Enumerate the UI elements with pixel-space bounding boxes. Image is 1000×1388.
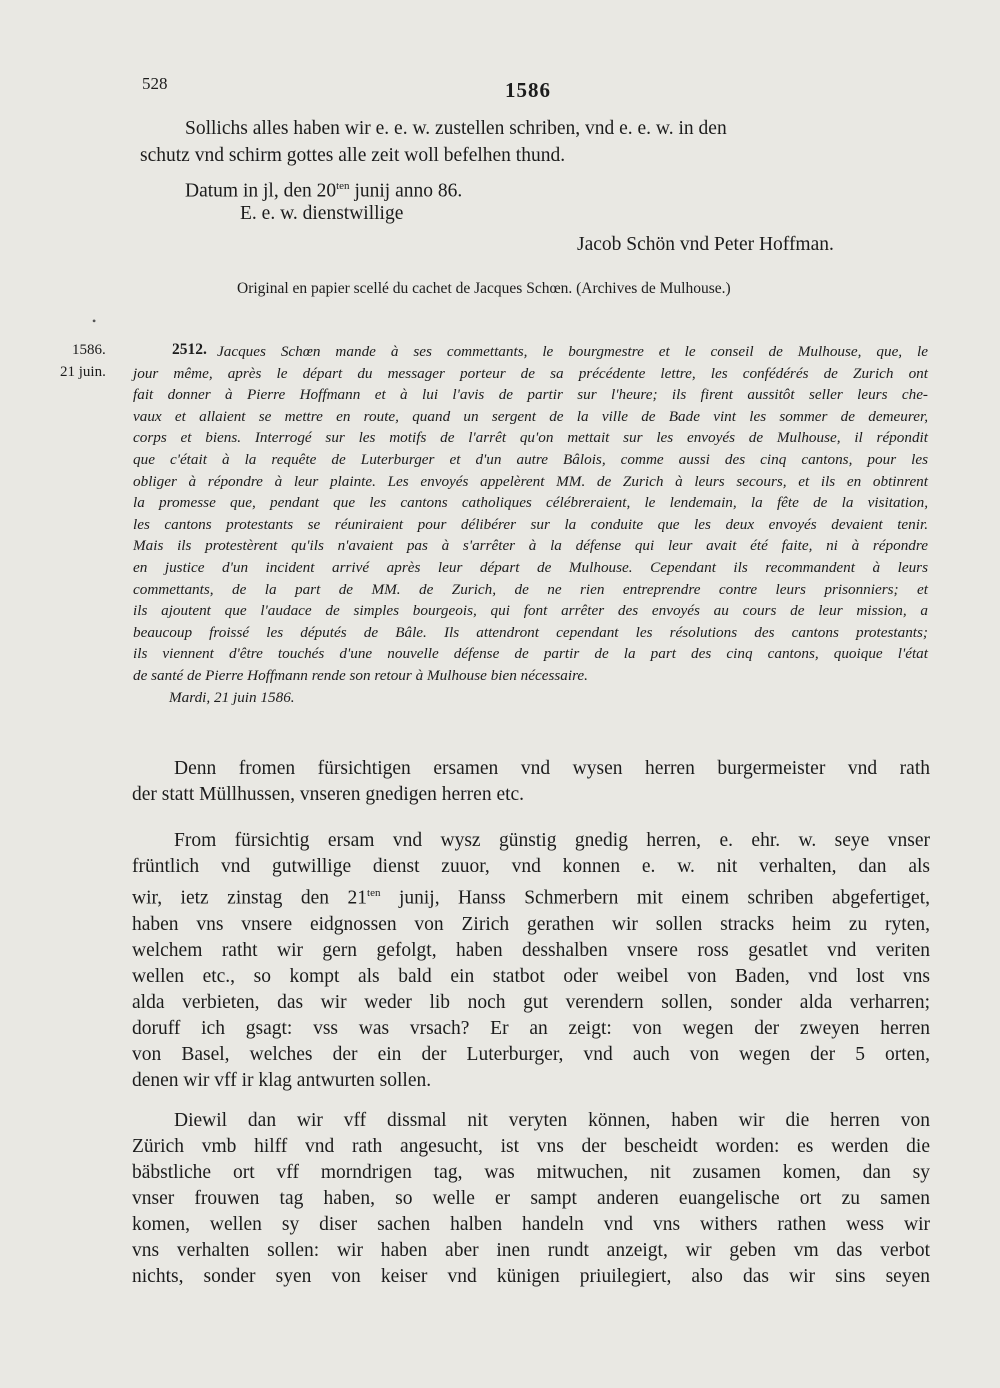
summary-date: Mardi, 21 juin 1586. bbox=[169, 688, 295, 706]
entry-number: 2512. bbox=[172, 341, 207, 358]
summary-line: Mais ils protestèrent qu'ils n'avaient pas à s'arrêter à la défense qui leur avait été faite, ni à répondre bbox=[133, 537, 928, 555]
summary-line: Jacques Schœn mande à ses commettants, le bourgmestre et le conseil de Mulhouse, que, le bbox=[217, 343, 928, 360]
letter-line: nichts, sonder syen von keiser vnd künigen priuilegiert, also das wir sins seyen bbox=[132, 1266, 930, 1287]
summary-line: vaux et allaient se mettre en route, quand un sergent de la ville de Bade vint les sommer de demeurer, bbox=[133, 407, 928, 425]
letter-line: From fürsichtig ersam vnd wysz günstig gnedig herren, e. ehr. w. seye vnser bbox=[174, 830, 930, 851]
letter-line: haben vns vnsere eidgnossen von Zirich gerathen wir sollen stracks heim zu ryten, bbox=[132, 913, 930, 935]
letter-line: denen wir vff ir klag antwurten sollen. bbox=[132, 1069, 432, 1091]
address-line: der statt Müllhussen, vnseren gnedigen herren etc. bbox=[132, 784, 525, 805]
letter-line: Diewil dan wir vff dissmal nit veryten können, haben wir die herren von bbox=[174, 1110, 930, 1131]
source-note: Original en papier scellé du cachet de Jacques Schœn. (Archives de Mulhouse.) bbox=[237, 280, 731, 297]
letter-line: wellen etc., so kompt als bald ein statbot oder weibel von Baden, vnd lost vns bbox=[132, 965, 930, 987]
page-number: 528 bbox=[142, 74, 168, 93]
closing-signature: Jacob Schön vnd Peter Hoffman. bbox=[577, 234, 834, 255]
summary-line: que c'était à la requête de Luterburger et d'un autre Bâlois, comme aussi des cinq cantons, pour les bbox=[133, 450, 928, 468]
summary-line: ils ajoutent que l'audace de simples bourgeois, qui font arrêter des envoyés au cours de leur mission, a bbox=[133, 602, 928, 620]
closing-date: Datum in jl, den $20^{ten}$ junij anno 86. bbox=[185, 180, 463, 202]
margin-date: 21 juin. bbox=[60, 364, 106, 380]
letter-paragraph-2 bbox=[132, 1108, 930, 1290]
summary-line: en justice d'un incident arrivé après leur départ de Mulhouse. Cependant ils recommandent à leurs bbox=[133, 558, 928, 576]
paper-mark: • bbox=[92, 314, 97, 328]
letter-line: Zürich vmb hilff vnd rath angesucht, ist vns der bescheidt worden: es werden die bbox=[132, 1136, 930, 1157]
letter-line: bäbstliche ort vff morndrigen tag, was mitwuchen, nit zusamen komen, dan sy bbox=[132, 1162, 930, 1183]
letter-address bbox=[132, 756, 930, 808]
summary-line: la promesse que, pendant que les cantons catholiques célébreraient, le lendemain, la fête de la visitation, bbox=[133, 494, 928, 512]
summary-line: beaucoup froissé les députés de Bâle. Ils attendront cependant les résolutions des cantons protestants; bbox=[133, 623, 928, 641]
margin-year: 1586. bbox=[72, 342, 106, 358]
letter-line: doruff ich gsagt: vss was vrsach? Er an zeigt: von wegen der zweyen herren bbox=[132, 1017, 930, 1039]
letter-line: vns verhalten sollen: wir haben aber inen rundt anzeigt, wir geben vm das verbot bbox=[132, 1240, 930, 1261]
letter-line: welchem ratht wir gern gefolgt, haben desshalben vnsere ross gesatlet vnd veriten bbox=[132, 939, 930, 961]
letter-line: vnser frouwen tag haben, so welle er sampt anderen euangelische ort zu samen bbox=[132, 1188, 930, 1209]
summary-line: obliger à répondre à leur plainte. Les envoyés appelèrent MM. de Zurich à leurs secours, et ils en obtinrent bbox=[133, 472, 928, 490]
summary-line: corps et biens. Interrogé sur les motifs de l'arrêt qu'on mettait sur les envoyés de Mulhouse, il répondit bbox=[133, 429, 928, 447]
entry-summary bbox=[133, 341, 928, 708]
running-head-year: 1586 bbox=[505, 78, 551, 102]
closing-line-1: Sollichs alles haben wir e. e. w. zustellen schriben, vnd e. e. w. in den bbox=[185, 118, 727, 139]
closing-greeting: E. e. w. dienstwillige bbox=[240, 203, 404, 224]
letter-line: alda verbieten, das wir weder lib noch gut verendern sollen, sonder alda verharren; bbox=[132, 991, 930, 1013]
summary-line: les cantons protestants se réuniraient pour délibérer sur la conduite que les deux envoyés devaient tenir. bbox=[133, 515, 928, 533]
letter-line: früntlich vnd gutwillige dienst zuuor, vnd konnen e. w. nit verhalten, dan als bbox=[132, 856, 930, 877]
letter-paragraph-1 bbox=[132, 828, 930, 1094]
summary-line: jour même, après le départ du messager porteur de sa précédente lettre, les confédérés de Zurich ont bbox=[133, 364, 928, 382]
summary-line: de santé de Pierre Hoffmann rende son retour à Mulhouse bien nécessaire. bbox=[133, 666, 588, 684]
summary-line: fait donner à Pierre Hoffmann et à lui l'avis de partir sur l'heure; ils firent aussitôt seller leurs che- bbox=[133, 386, 928, 404]
letter-line: wir, ietz zinstag den $21^{ten}$ junij, Hanss Schmerbern mit einem schriben abgefertiget, bbox=[132, 887, 931, 909]
letter-line: komen, wellen sy diser sachen halben handeln vnd vns withers rathen wess wir bbox=[132, 1214, 930, 1235]
summary-line: ils viennent d'être touchés d'une nouvelle défense de partir de la part des cinq cantons, quoique l'état bbox=[133, 645, 928, 663]
letter-line: von Basel, welches der ein der Luterburger, vnd auch von wegen der 5 orten, bbox=[132, 1043, 930, 1065]
address-line: Denn fromen fürsichtigen ersamen vnd wysen herren burgermeister vnd rath bbox=[174, 758, 930, 779]
summary-line: commettants, de la part de MM. de Zurich, de ne rien entreprendre contre leurs prisonniers; et bbox=[133, 580, 928, 598]
closing-line-2: schutz vnd schirm gottes alle zeit woll befelhen thund. bbox=[140, 145, 566, 166]
